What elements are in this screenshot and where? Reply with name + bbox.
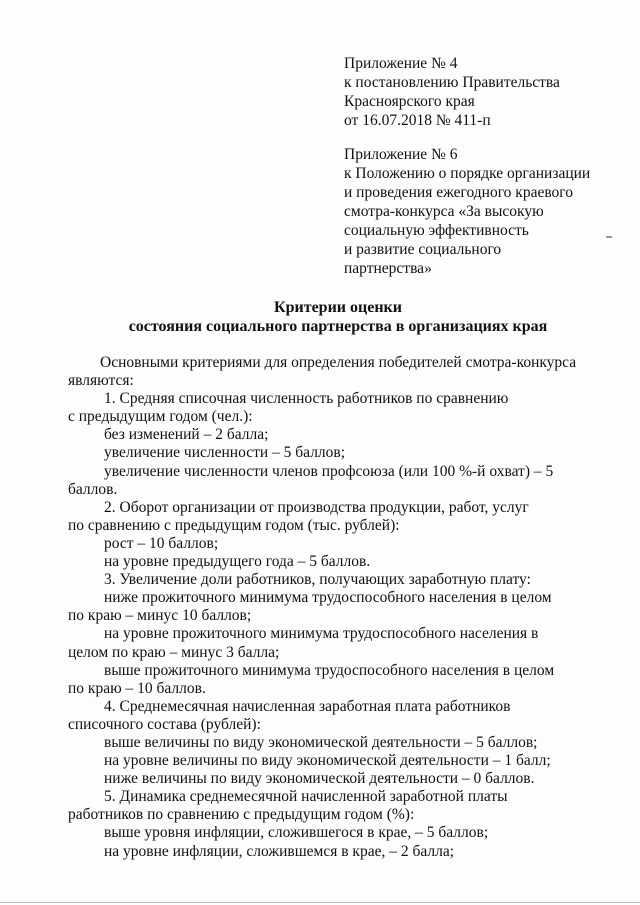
appendix-4-line: от 16.07.2018 № 411-п: [344, 112, 491, 129]
body-line: списочного состава (рублей):: [68, 715, 261, 733]
appendix-4-block: [344, 54, 604, 130]
document-title: Критерии оценки: [274, 299, 402, 316]
body-line: увеличение численности членов профсоюза (или 100 %-й охват) – 5: [104, 462, 554, 480]
body-line: целом по краю – минус 3 балла;: [68, 643, 280, 661]
body-line: выше величины по виду экономической деятельности – 5 баллов;: [104, 733, 538, 751]
body-line: работников по сравнению с предыдущим годом (%):: [68, 806, 415, 824]
body-line: по краю – 10 баллов.: [68, 679, 206, 697]
body-line: баллов.: [68, 480, 118, 498]
body-line: с предыдущим годом (чел.):: [68, 408, 253, 426]
body-line: по краю – минус 10 баллов;: [68, 607, 252, 625]
body-line: на уровне инфляции, сложившемся в крае, – 2 балла;: [104, 842, 455, 860]
body-line: по сравнению с предыдущим годом (тыс. рублей):: [68, 516, 400, 534]
appendix-6-line: смотра-конкурса «За высокую: [344, 203, 544, 220]
appendix-6-line: и проведения ежегодного краевого: [344, 184, 574, 201]
appendix-4-line: Красноярского края: [344, 93, 475, 110]
scan-bottom-edge: [0, 902, 640, 903]
body-line: рост – 10 баллов;: [104, 534, 219, 552]
scan-mark: [606, 236, 612, 238]
body-line: выше прожиточного минимума трудоспособного населения в целом: [104, 661, 555, 679]
document-subtitle: состояния социального партнерства в организациях края: [128, 318, 548, 335]
body-line: ниже величины по виду экономической деятельности – 0 баллов.: [104, 770, 535, 788]
body-line: на уровне предыдущего года – 5 баллов.: [104, 553, 371, 571]
appendix-6-line: социальную эффективность: [344, 222, 529, 239]
body-line: на уровне величины по виду экономической деятельности – 1 балл;: [104, 752, 551, 770]
body-line: 1. Средняя списочная численность работников по сравнению: [104, 390, 509, 408]
criteria-body: [68, 354, 578, 861]
body-line: 3. Увеличение доли работников, получающих заработную плату:: [104, 571, 531, 589]
appendix-6-line: и развитие социального: [344, 241, 502, 258]
body-line: выше уровня инфляции, сложившегося в крае, – 5 баллов;: [104, 824, 489, 842]
body-line: 5. Динамика среднемесячной начисленной заработной платы: [104, 788, 508, 806]
body-line: ниже прожиточного минимума трудоспособного населения в целом: [104, 589, 552, 607]
body-line: без изменений – 2 балла;: [104, 426, 269, 444]
body-line: Основными критериями для определения победителей смотра-конкурса: [100, 354, 577, 371]
appendix-6-line: к Положению о порядке организации: [344, 165, 591, 182]
appendix-6-block: [344, 145, 604, 278]
appendix-6-line: Приложение № 6: [344, 146, 458, 163]
appendix-6-line: партнерства»: [344, 260, 432, 277]
body-line: 4. Среднемесячная начисленная заработная плата работников: [104, 697, 511, 715]
body-line: увеличение численности – 5 баллов;: [104, 444, 346, 462]
body-line: 2. Оборот организации от производства продукции, работ, услуг: [104, 498, 529, 516]
appendix-4-line: Приложение № 4: [344, 55, 458, 72]
body-line: на уровне прожиточного минимума трудоспособного населения в: [104, 625, 539, 643]
body-line: являются:: [68, 372, 134, 390]
appendix-4-line: к постановлению Правительства: [344, 74, 560, 91]
